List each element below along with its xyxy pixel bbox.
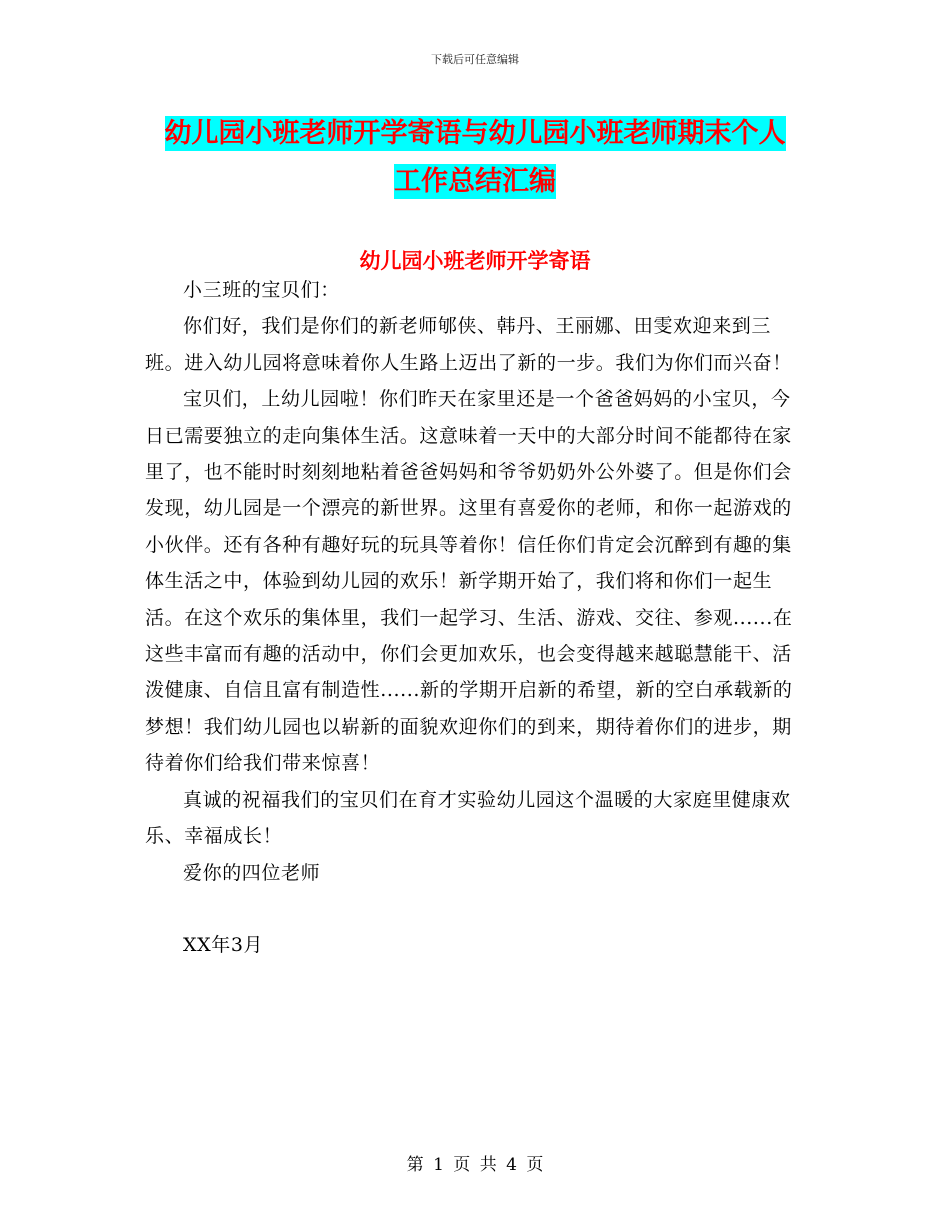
greeting: 小三班的宝贝们： xyxy=(183,279,340,301)
page-footer-number: 第 1 页 共 4 页 xyxy=(406,1155,544,1175)
paragraph-3: 真诚的祝福我们的宝贝们在育才实验幼儿园这个温暖的大家庭里健康欢乐、幸福成长！ xyxy=(145,788,791,848)
paragraph-1: 你们好，我们是你们的新老师郇侠、韩丹、王丽娜、田雯欢迎来到三班。进入幼儿园将意味着你人生路上迈出了新的一步。我们为你们而兴奋！ xyxy=(145,315,792,374)
document-title-line-2: 工作总结汇编 xyxy=(394,166,556,197)
document-title xyxy=(130,110,820,206)
page-header-note: 下载后可任意编辑 xyxy=(431,53,519,66)
paragraph-2: 宝贝们，上幼儿园啦！你们昨天在家里还是一个爸爸妈妈的小宝贝，今日已需要独立的走向集体生活。这意味着一天中的大部分时间不能都待在家里了，也不能时时刻刻地粘着爸爸妈妈和爷爷奶奶外公外婆了。但是你们会发现，幼儿园是一个漂亮的新世界。这里有喜爱你的老师，和你一起游戏的小伙伴。还有各种有趣好玩的玩具等着你！信任你们肯定会沉醉到有趣的集体生活之中，体验到幼儿园的欢乐！新学期开始了，我们将和你们一起生活。在这个欢乐的集体里，我们一起学习、生活、游戏、交往、参观......在这些丰富而有趣的活动中，你们会更加欢乐，也会变得越来越聪慧能干、活泼健康、自信且富有制造性......新的学期开启新的希望，新的空白承载新的梦想！我们幼儿园也以崭新的面貌欢迎你们的到来，期待着你们的进步，期待着你们给我们带来惊喜！ xyxy=(145,388,793,775)
letter-body xyxy=(145,272,805,963)
letter-date: XX年3月 xyxy=(183,933,264,956)
section-title: 幼儿园小班老师开学寄语 xyxy=(359,249,591,273)
signature: 爱你的四位老师 xyxy=(183,861,321,884)
document-title-line-1: 幼儿园小班老师开学寄语与幼儿园小班老师期末个人 xyxy=(164,118,786,149)
